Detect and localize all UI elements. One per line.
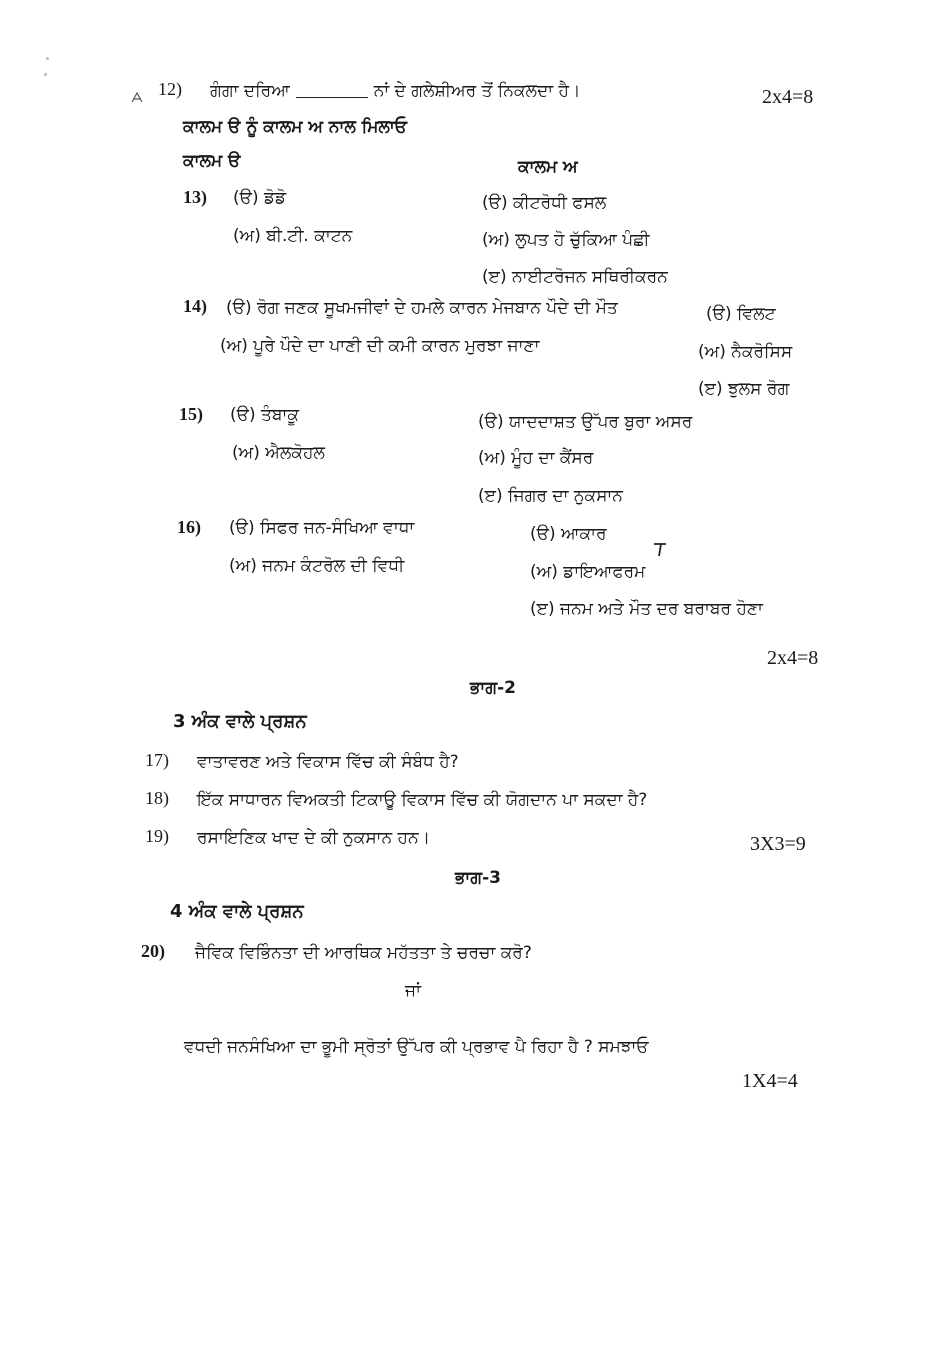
q15-number: 15)	[179, 404, 203, 424]
pen-correction-mark	[650, 540, 670, 560]
part1-marks: 2x4=8	[767, 647, 819, 669]
column-b-header: ਕਾਲਮ ਅ	[518, 157, 578, 177]
q12-marks: 2x4=8	[762, 86, 814, 108]
q13-right-item: (ੳ) ਕੀਟਰੋਧੀ ਫਸਲ	[482, 193, 607, 213]
q13-right-item: (ੲ) ਨਾਈਟਰੋਜਨ ਸਥਿਰੀਕਰਨ	[482, 267, 668, 287]
q14-right-item: (ੲ) ਝੁਲਸ ਰੋਗ	[698, 379, 790, 399]
or-label: ਜਾਂ	[405, 981, 421, 1001]
match-instruction: ਕਾਲਮ ੳ ਨੂੰ ਕਾਲਮ ਅ ਨਾਲ ਮਿਲਾਓ	[183, 117, 407, 137]
q13-right-item: (ਅ) ਲੁਪਤ ਹੋ ਚੁੱਕਿਆ ਪੰਛੀ	[482, 230, 650, 250]
q15-left-item: (ੳ) ਤੰਬਾਕੂ	[230, 405, 299, 425]
q20-number: 20)	[141, 941, 165, 961]
q17-number: 17)	[145, 750, 169, 770]
margin-mark-icon	[130, 90, 144, 104]
q12-text	[210, 80, 580, 102]
q14-number: 14)	[183, 296, 207, 316]
q19-number: 19)	[145, 826, 169, 846]
q12-text-a: ਗੰਗਾ ਦਰਿਆ	[210, 81, 290, 101]
part3-marks: 1X4=4	[742, 1070, 798, 1092]
q14-right-item: (ਅ) ਨੈਕਰੋਸਿਸ	[698, 342, 793, 362]
q13-left-item: (ੳ) ਡੋਡੋ	[233, 188, 287, 208]
scan-speck	[46, 57, 49, 60]
q14-right-item: (ੳ) ਵਿਲਟ	[706, 304, 776, 324]
q18-number: 18)	[145, 788, 169, 808]
part2-title: ਭਾਗ-2	[470, 678, 516, 698]
part2-marks: 3X3=9	[750, 833, 806, 855]
q14-left-item: (ਅ) ਪੂਰੇ ਪੌਦੇ ਦਾ ਪਾਣੀ ਦੀ ਕਮੀ ਕਾਰਨ ਮੁਰਝਾ ਜਾਣਾ	[220, 336, 540, 356]
q15-left-item: (ਅ) ਐਲਕੋਹਲ	[232, 443, 325, 463]
fill-in-blank	[296, 97, 368, 98]
q16-left-item: (ਅ) ਜਨਮ ਕੰਟਰੋਲ ਦੀ ਵਿਧੀ	[229, 556, 405, 576]
q16-right-item: (ੳ) ਆਕਾਰ	[530, 524, 607, 544]
q16-number: 16)	[177, 517, 201, 537]
q15-right-item: (ੳ) ਯਾਦਦਾਸ਼ਤ ਉੱਪਰ ਬੁਰਾ ਅਸਰ	[478, 412, 693, 432]
q20-text: ਜੈਵਿਕ ਵਿਭਿੰਨਤਾ ਦੀ ਆਰਥਿਕ ਮਹੱਤਤਾ ਤੇ ਚਰਚਾ ਕਰੋ?	[195, 943, 532, 963]
q13-number: 13)	[183, 187, 207, 207]
q16-right-item: (ਅ) ਡਾਇਆਫਰਮ	[530, 562, 646, 582]
q14-left-item: (ੳ) ਰੋਗ ਜਣਕ ਸੂਖਮਜੀਵਾਂ ਦੇ ਹਮਲੇ ਕਾਰਨ ਮੇਜਬਾਨ ਪੌਦੇ ਦੀ ਮੌਤ	[226, 298, 618, 318]
part3-title: ਭਾਗ-3	[455, 868, 501, 888]
q20-alt-text: ਵਧਦੀ ਜਨਸੰਖਿਆ ਦਾ ਭੂਮੀ ਸ੍ਰੋਤਾਂ ਉੱਪਰ ਕੀ ਪ੍ਰਭਾਵ ਪੈ ਰਿਹਾ ਹੈ ? ਸਮਝਾਓ	[184, 1037, 649, 1057]
q15-right-item: (ਅ) ਮੂੰਹ ਦਾ ਕੈਂਸਰ	[478, 448, 594, 468]
q16-right-item: (ੲ) ਜਨਮ ਅਤੇ ਮੌਤ ਦਰ ਬਰਾਬਰ ਹੋਣਾ	[530, 599, 763, 619]
q16-left-item: (ੳ) ਸਿਫਰ ਜਨ-ਸੰਖਿਆ ਵਾਧਾ	[229, 518, 415, 538]
q12-text-b: ਨਾਂ ਦੇ ਗਲੇਸ਼ੀਅਰ ਤੋਂ ਨਿਕਲਦਾ ਹੈ।	[373, 81, 581, 101]
q18-text: ਇੱਕ ਸਾਧਾਰਨ ਵਿਅਕਤੀ ਟਿਕਾਊ ਵਿਕਾਸ ਵਿੱਚ ਕੀ ਯੋਗਦਾਨ ਪਾ ਸਕਦਾ ਹੈ?	[197, 790, 648, 810]
q17-text: ਵਾਤਾਵਰਣ ਅਤੇ ਵਿਕਾਸ ਵਿੱਚ ਕੀ ਸੰਬੰਧ ਹੈ?	[197, 752, 459, 772]
q13-left-item: (ਅ) ਬੀ.ਟੀ. ਕਾਟਨ	[233, 226, 353, 246]
part3-subtitle: 4 ਅੰਕ ਵਾਲੇ ਪ੍ਰਸ਼ਨ	[170, 901, 304, 922]
column-a-header: ਕਾਲਮ ੳ	[183, 151, 241, 171]
q19-text: ਰਸਾਇਣਿਕ ਖਾਦ ਦੇ ਕੀ ਨੁਕਸਾਨ ਹਨ।	[197, 828, 431, 848]
q12-number: 12)	[158, 79, 182, 99]
part2-subtitle: 3 ਅੰਕ ਵਾਲੇ ਪ੍ਰਸ਼ਨ	[173, 711, 307, 732]
scan-speck	[44, 73, 47, 76]
q15-right-item: (ੲ) ਜਿਗਰ ਦਾ ਨੁਕਸਾਨ	[478, 486, 623, 506]
